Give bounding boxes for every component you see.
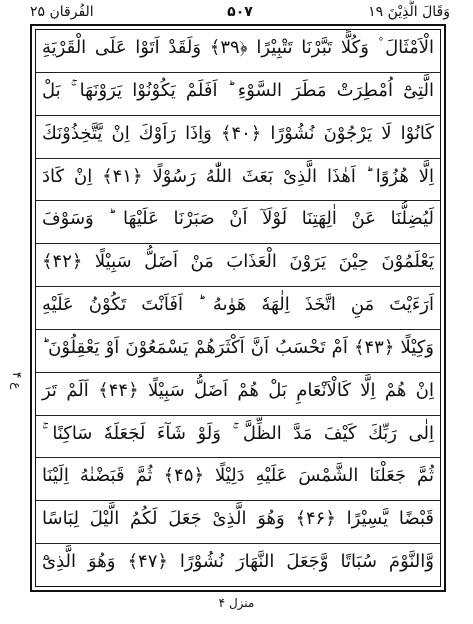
text-block [36,30,440,586]
ruku-margin-mark: ع ۴ [10,372,24,390]
text-line: وَكِيْلًا ﴿۴۳﴾ اَمْ تَحْسَبُ اَنَّ اَكْثَرَهُمْ يَسْمَعُوْنَ اَوْ يَعْقِلُوْنَ ؕ [36,329,440,372]
text-line: ثُمَّ جَعَلْنَا الشَّمْسَ عَلَيْهِ دَلِيْلًا ﴿۴۵﴾ ثُمَّ قَبَضْنٰهُ اِلَيْنَا [36,457,440,500]
surah-title: الفُرقان ۲۵ [30,4,94,20]
text-line: الْاَمْثَالَ ۫ وَكُلًّا تَبَّرْنَا تَتْبِيْرًا ﴿۳۹﴾ وَلَقَدْ اَتَوْا عَلَى الْقَرْيَةِ [42,37,434,58]
text-line: لَيُضِلُّنَا عَنْ اٰلِهَتِنَا لَوْلَآ اَنْ صَبَرْنَا عَلَيْهَا ؕ وَسَوْفَ [36,200,440,243]
text-line: الَّتِىْٓ اُمْطِرَتْ مَطَرَ السَّوْءِ ؕ اَفَلَمْ يَكُوْنُوْا يَرَوْنَهَا ۚ بَلْ [36,72,440,115]
text-line: اِنْ هُمْ اِلَّا كَالْاَنْعَامِ بَلْ هُمْ اَضَلُّ سَبِيْلًا ﴿۴۴﴾ اَلَمْ تَرَ [36,372,440,415]
text-line: اَرَءَيْتَ مَنِ اتَّخَذَ اِلٰهَهٗ هَوٰىهُ ؕ اَفَاَنْتَ تَكُوْنُ عَلَيْهِ [36,286,440,329]
manzil-footer: منزل ۴ [218,596,255,610]
juz-title: وَقَالَ الَّذِيْنَ ۱۹ [368,4,450,20]
text-line: قَبْضًا يَّسِيْرًا ﴿۴۶﴾ وَهُوَ الَّذِىْ جَعَلَ لَكُمُ الَّيْلَ لِبَاسًا [36,500,440,543]
text-line: اِلٰى رَبِّكَ كَيْفَ مَدَّ الظِّلَّ ۚ وَلَوْ شَآءَ لَجَعَلَهٗ سَاكِنًا ۚ [36,415,440,458]
page-header [30,2,450,24]
text-line: كَانُوْا لَا يَرْجُوْنَ نُشُوْرًا ﴿۴۰﴾ وَاِذَا رَاَوْكَ اِنْ يَّتَّخِذُوْنَكَ [36,115,440,158]
text-line: يَعْلَمُوْنَ حِيْنَ يَرَوْنَ الْعَذَابَ مَنْ اَضَلُّ سَبِيْلًا ﴿۴۲﴾ [36,243,440,286]
text-line: اِلَّا هُزُوًا ؕ اَهٰذَا الَّذِىْ بَعَثَ اللّٰهُ رَسُوْلًا ﴿۴۱﴾ اِنْ كَادَ [36,158,440,201]
page-number: ۵۰۷ [227,4,253,20]
text-line: وَّالنَّوْمَ سُبَاتًا وَّجَعَلَ النَّهَارَ نُشُوْرًا ﴿۴۷﴾ وَهُوَ الَّذِىْٓ [36,543,440,586]
